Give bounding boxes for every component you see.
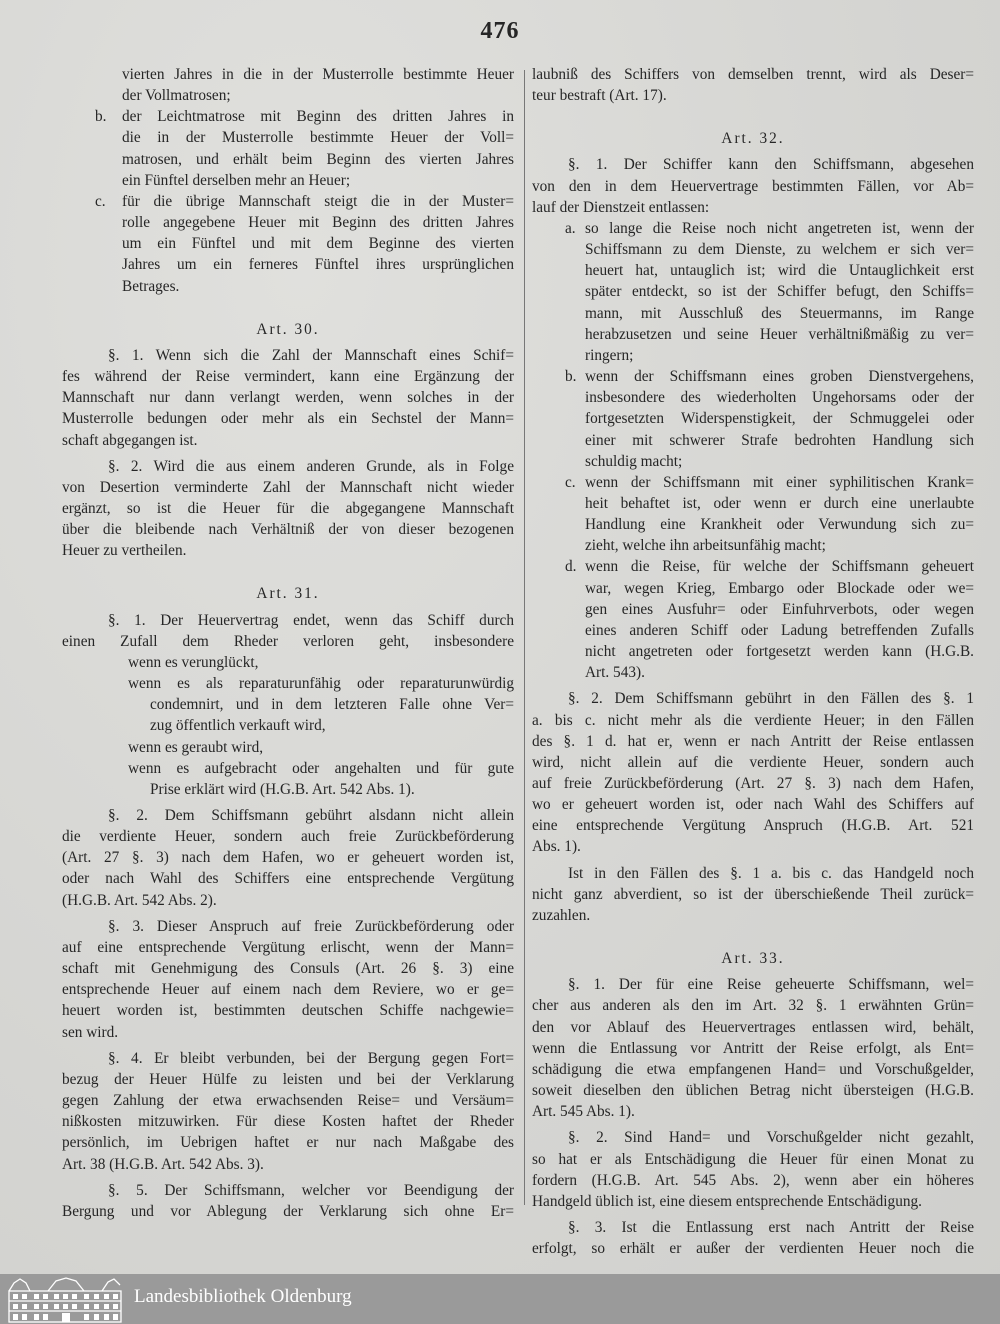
- text-line: §. 1. Der Schiffer kann den Schiffsmann, abgesehen: [568, 156, 974, 174]
- text-line: nißkosten mitzuwirken. Für diese Kosten haftet der Rheder: [62, 1113, 514, 1131]
- list-item: [532, 218, 974, 366]
- paragraph: [532, 974, 974, 1122]
- text-line: schuldig macht;: [585, 452, 683, 470]
- item-label: c.: [95, 192, 106, 210]
- library-name: Landesbibliothek Oldenburg: [134, 1286, 352, 1307]
- text-line: Betrages.: [122, 277, 180, 295]
- text-line: später entdeckt, so ist der Schiffer befugt, den Schiffs=: [585, 283, 974, 301]
- text-line: den vor Ablauf des Heuervertrages entlassen wird, behält,: [532, 1018, 974, 1036]
- text-line: §. 1. Der für eine Reise geheuerte Schiffsmann, wel=: [568, 976, 974, 994]
- item-label: c.: [565, 473, 576, 491]
- text-line: von den in dem Heuervertrage bestimmten Fällen, vor Ab=: [532, 177, 974, 195]
- text-line: laubniß des Schiffers von demselben trennt, wird als Deser=: [532, 66, 974, 83]
- text-line: so lange die Reise noch nicht angetreten ist, wenn der: [585, 219, 974, 237]
- text-line: zug öffentlich verkauft wird,: [150, 717, 326, 735]
- paragraph: [62, 916, 514, 1043]
- item-label: b.: [95, 108, 107, 126]
- column-divider: [524, 70, 525, 1205]
- text-line: der Vollmatrosen;: [122, 87, 231, 105]
- text-line: §. 3. Dieser Anspruch auf freie Zurückbeförderung oder: [108, 917, 514, 935]
- text-line: oder nach Wahl des Schiffers eine entsprechende Vergütung: [62, 870, 514, 888]
- text-line: herabzusetzen und seine Heuer verhältnißmäßig zu ver=: [585, 325, 974, 343]
- text-line: teur bestraft (Art. 17).: [532, 87, 667, 105]
- text-line: zuzahlen.: [532, 906, 591, 924]
- paragraph: [62, 805, 514, 911]
- text-line: rolle angegebene Heuer mit Beginn des dritten Jahres: [122, 214, 514, 232]
- text-line: §. 3. Ist die Entlassung erst nach Antritt der Reise: [568, 1218, 974, 1236]
- clause: [62, 737, 514, 758]
- text-line: einer mit schwerer Strafe bedrohten Handlung sich: [585, 431, 974, 449]
- text-line: fordern (H.G.B. Art. 545 Abs. 2), wenn aber ein höheres: [532, 1171, 974, 1189]
- text-line: Jahres um ein ferneres Fünftel ihres ursprünglichen: [122, 256, 514, 274]
- paragraph: [532, 154, 974, 217]
- text-line: wenn es aufgebracht oder angehalten und für gute: [128, 759, 514, 777]
- text-line: wenn der Schiffsmann eines groben Dienstvergehens,: [585, 368, 974, 386]
- text-line: wenn die Entlassung vor Antritt der Reise erfolgt, als Ent=: [532, 1039, 974, 1057]
- text-line: Art. 545 Abs. 1).: [532, 1103, 635, 1121]
- text-line: einen Zufall dem Rheder verloren geht, insbesondere: [62, 632, 514, 650]
- text-line: Ist in den Fällen des §. 1 a. bis c. das Handgeld noch: [568, 864, 974, 882]
- text-line: Art. 38 (H.G.B. Art. 542 Abs. 3).: [62, 1155, 264, 1173]
- text-line: schaft abgegangen ist.: [62, 431, 198, 449]
- text-line: der Leichtmatrose mit Beginn des dritten Jahres in: [122, 108, 514, 126]
- text-line: über die bleibende nach Verhältniß der von dieser bezogenen: [62, 521, 514, 539]
- text-line: sen wird.: [62, 1023, 119, 1041]
- paragraph: [62, 1180, 514, 1222]
- paragraph: [62, 1048, 514, 1175]
- text-line: fortgesetzten Widerspenstigkeit, der Schmuggelei oder: [585, 410, 974, 428]
- text-line: gegen Zahlung der etwa erwachsenden Reise= und Versäum=: [62, 1092, 514, 1110]
- text-line: vierten Jahres in die in der Musterrolle bestimmte Heuer: [122, 66, 514, 83]
- text-line: §. 2. Wird die aus einem anderen Grunde, als in Folge: [108, 457, 514, 475]
- paragraph: [532, 863, 974, 926]
- paragraph: [532, 1127, 974, 1212]
- text-line: §. 2. Sind Hand= und Vorschußgelder nicht gezahlt,: [568, 1129, 974, 1147]
- text-line: nicht ganz abverdient, so ist der überschießende Theil zurück=: [532, 885, 974, 903]
- item-label: a.: [565, 219, 576, 237]
- article-heading: Art. 31.: [256, 585, 320, 603]
- text-line: wird, nicht allein auf die verdiente Heuer, sondern auch: [532, 753, 974, 771]
- text-line: Abs. 1).: [532, 838, 581, 856]
- item-label: b.: [565, 368, 577, 386]
- text-line: lauf der Dienstzeit entlassen:: [532, 198, 710, 216]
- text-line: matrosen, und erhält beim Beginn des vierten Jahres: [122, 150, 514, 168]
- text-line: §. 1. Der Heuervertrag endet, wenn das Schiff durch: [108, 611, 514, 629]
- list-item: [62, 64, 514, 106]
- text-line: des §. 1 d. hat er, wenn er nach Antritt der Reise entlassen: [532, 732, 974, 750]
- text-line: fes während der Reise vermindert, kann eine Ergänzung der: [62, 368, 514, 386]
- text-line: heuert worden ist, bestimmten deutschen Schiffe nachgewie=: [62, 1002, 514, 1020]
- text-line: Bergung und vor Ablegung der Verklarung sich ohne Er=: [62, 1202, 514, 1220]
- clause: [62, 673, 514, 736]
- list-item: [62, 191, 514, 297]
- text-line: die verdiente Heuer, sondern auch freie Zurückbeförderung: [62, 828, 514, 846]
- list-item: [532, 556, 974, 683]
- text-line: Prise erklärt wird (H.G.B. Art. 542 Abs. 1).: [150, 780, 415, 798]
- left-column: [62, 64, 514, 1222]
- paragraph: [532, 688, 974, 857]
- text-line: ringern;: [585, 346, 634, 364]
- text-line: condemnirt, und in dem letzteren Falle ohne Ver=: [150, 696, 514, 714]
- text-line: §. 1. Wenn sich die Zahl der Mannschaft eines Schif=: [108, 346, 514, 364]
- text-line: wenn es geraubt wird,: [128, 738, 264, 756]
- text-line: Musterrolle bedungen oder mehr als ein Sechstel der Mann=: [62, 410, 514, 428]
- clause: [62, 758, 514, 800]
- text-line: wenn es als reparaturunfähig oder reparaturunwürdig: [128, 675, 514, 693]
- text-line: wo er geheuert worden ist, oder nach Wahl des Schiffers auf: [532, 796, 974, 814]
- article-heading: Art. 30.: [256, 320, 320, 338]
- text-line: eine entsprechende Vergütung Anspruch (H.G.B. Art. 521: [532, 817, 974, 835]
- page-number: 476: [480, 18, 520, 44]
- text-line: für die übrige Mannschaft steigt die in der Muster=: [122, 192, 514, 210]
- text-line: (Art. 27 §. 3) nach dem Hafen, wo er geheuert worden ist,: [62, 849, 514, 867]
- paragraph: [532, 64, 974, 106]
- paragraph: [532, 1217, 974, 1259]
- text-line: die in der Musterrolle bestimmte Heuer der Voll=: [122, 129, 514, 147]
- text-line: gen eines Ausfuhr= oder Einfuhrverbots, oder wegen: [585, 600, 974, 618]
- text-line: wenn es verunglückt,: [128, 653, 259, 671]
- text-line: Handgeld üblich ist, eine diesem entsprechende Entschädigung.: [532, 1192, 922, 1210]
- text-line: entsprechende Heuer auf einem nach dem Reviere, wo er ge=: [62, 981, 514, 999]
- right-column: [532, 64, 974, 1259]
- text-line: §. 4. Er bleibt verbunden, bei der Bergung gegen Fort=: [108, 1049, 514, 1067]
- footer-bar: [0, 1274, 1000, 1324]
- clause: [62, 652, 514, 673]
- list-item: [62, 106, 514, 191]
- text-line: schädigung die etwa empfangenen Hand= und Vorschußgelder,: [532, 1060, 974, 1078]
- text-line: §. 2. Dem Schiffsmann gebührt in den Fällen des §. 1: [568, 690, 974, 708]
- article-heading: Art. 33.: [721, 950, 785, 968]
- text-line: heuert hat, untauglich ist; wird die Untauglichkeit erst: [585, 262, 974, 280]
- text-line: insbesondere des wiederholten Ungehorsams oder der: [585, 389, 974, 407]
- text-line: von Desertion verminderte Zahl der Mannschaft nicht wieder: [62, 478, 514, 496]
- text-line: wenn die Reise, für welche der Schiffsmann geheuert: [585, 558, 974, 576]
- text-line: Heuer zu vertheilen.: [62, 542, 187, 560]
- text-line: erfolgt, so erhält er außer der verdienten Heuer noch die: [532, 1240, 974, 1258]
- text-line: so hat er als Entschädigung die Heuer für einen Monat zu: [532, 1150, 974, 1168]
- paragraph: [62, 456, 514, 562]
- text-line: auf freie Zurückbeförderung (Art. 27 §. 3) nach dem Hafen,: [532, 775, 974, 792]
- text-line: bezug der Heuer Hülfe zu leisten und bei der Verklarung: [62, 1070, 514, 1088]
- text-line: Art. 543).: [585, 664, 645, 682]
- text-line: schaft mit Genehmigung des Consuls (Art. 26 §. 3) eine: [62, 960, 514, 978]
- text-line: §. 5. Der Schiffsmann, welcher vor Beendigung der: [108, 1181, 514, 1199]
- text-line: war, wegen Krieg, Embargo oder Blockade oder we=: [585, 579, 974, 597]
- library-building-logo: [6, 1277, 124, 1323]
- text-line: nicht angetreten oder fortgesetzt werden kann (H.G.B.: [585, 643, 974, 661]
- text-line: wenn der Schiffsmann mit einer syphilitischen Krank=: [585, 473, 974, 491]
- text-line: cher aus anderen als den im Art. 32 §. 1 erwähnten Grün=: [532, 997, 974, 1015]
- text-line: (H.G.B. Art. 542 Abs. 2).: [62, 891, 217, 909]
- text-line: a. bis c. nicht mehr als die verdiente Heuer; in den Fällen: [532, 711, 974, 729]
- paragraph: [62, 345, 514, 451]
- text-line: ein Fünftel derselben mehr an Heuer;: [122, 171, 351, 189]
- text-line: Mannschaft nur dann verlangt werden, wenn solches in der: [62, 389, 514, 407]
- text-line: eines anderen Schiff oder Ladung betreffenden Zufalls: [585, 621, 974, 639]
- text-line: um ein Fünftel und mit dem Beginne des vierten: [122, 235, 514, 253]
- list-item: [532, 366, 974, 472]
- text-line: auf eine entsprechende Vergütung erlischt, wenn der Mann=: [62, 938, 514, 956]
- text-line: ergänzt, so ist die Heuer für die abgegangene Mannschaft: [62, 499, 514, 517]
- text-line: soweit dieselben den üblichen Betrag nicht übersteigen (H.G.B.: [532, 1082, 974, 1100]
- text-line: Schiffsmann zu dem Dienste, zu welchem er sich ver=: [585, 241, 974, 259]
- text-line: mann, mit Ausschluß des Steuermanns, im Range: [585, 304, 974, 322]
- text-line: persönlich, im Uebrigen haftet er nur nach Maßgabe des: [62, 1134, 514, 1152]
- text-line: §. 2. Dem Schiffsmann gebührt alsdann nicht allein: [108, 807, 514, 824]
- text-line: heit behaftet ist, oder wenn er durch eine unerlaubte: [585, 494, 974, 512]
- item-label: d.: [565, 558, 577, 576]
- article-heading: Art. 32.: [721, 130, 785, 148]
- text-line: Handlung eine Krankheit oder Verwundung sich zu=: [585, 516, 974, 534]
- text-line: zieht, welche ihn arbeitsunfähig macht;: [585, 537, 826, 555]
- paragraph: [62, 610, 514, 652]
- list-item: [532, 472, 974, 557]
